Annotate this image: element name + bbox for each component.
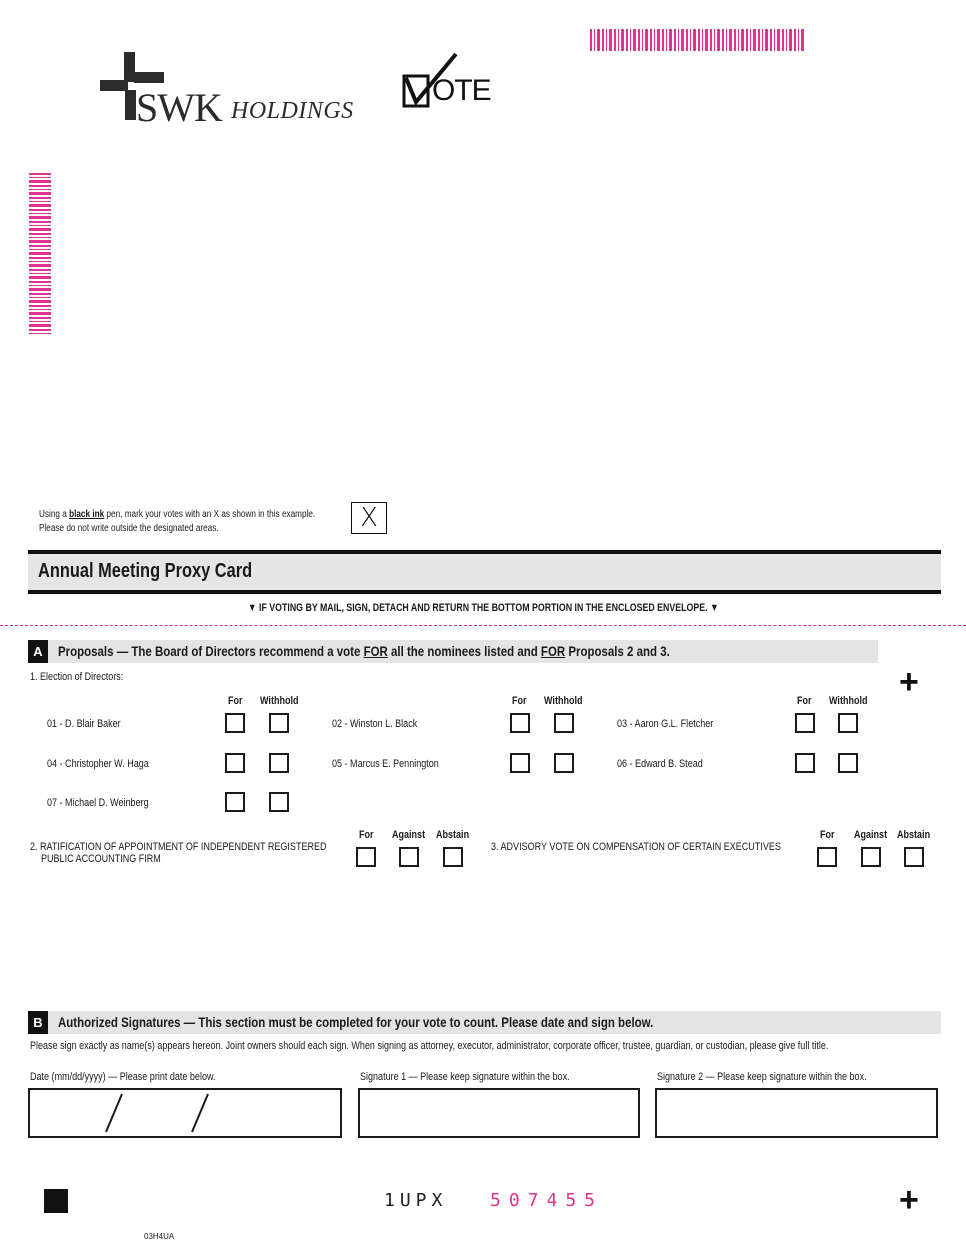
heading-part: Proposals — The Board of Directors recommend a vote [58, 643, 364, 659]
proposal-2-abstain-checkbox[interactable] [443, 847, 463, 867]
nominee-02: 02 - Winston L. Black [332, 718, 418, 730]
proposal-3-abstain-checkbox[interactable] [904, 847, 924, 867]
nominee-04-withhold-checkbox[interactable] [269, 753, 289, 773]
nominee-05: 05 - Marcus E. Pennington [332, 758, 439, 770]
instr-text-2: pen, mark your votes with an X as shown in this example. [104, 509, 316, 520]
perforation-line [0, 625, 966, 626]
signature-1-field[interactable] [358, 1088, 640, 1138]
section-a-heading [58, 643, 670, 659]
logo-brand: SWK [136, 85, 222, 130]
form-code: 03H4UA [144, 1232, 175, 1241]
signature-2-label: Signature 2 — Please keep signature within the box. [657, 1071, 867, 1083]
detach-note-text: IF VOTING BY MAIL, SIGN, DETACH AND RETURN THE BOTTOM PORTION IN THE ENCLOSED ENVELOPE. [258, 602, 708, 614]
example-mark-box [351, 502, 387, 534]
p3-col-for: For [820, 829, 835, 841]
heading-part-2: all the nominees listed and [387, 643, 541, 659]
instr-black-ink: black ink [69, 509, 105, 520]
nominee-04: 04 - Christopher W. Haga [47, 758, 149, 770]
nominee-07-for-checkbox[interactable] [225, 792, 245, 812]
instr-text: Using a [39, 509, 70, 520]
nominee-07-withhold-checkbox[interactable] [269, 792, 289, 812]
proposal-3-against-checkbox[interactable] [861, 847, 881, 867]
nominee-06-withhold-checkbox[interactable] [838, 753, 858, 773]
date-separators [30, 1090, 340, 1136]
registration-mark [44, 1189, 68, 1213]
proposal-2-label [30, 841, 350, 865]
proposal-2-for-checkbox[interactable] [356, 847, 376, 867]
title-bar [28, 550, 941, 594]
signature-1-label: Signature 1 — Please keep signature within the box. [360, 1071, 570, 1083]
signing-instructions: Please sign exactly as name(s) appears hereon. Joint owners should each sign. When signing as attorney, executor, administrator, corporate officer, trustee, guardian, or custodian, please give full title. [30, 1040, 829, 1052]
nominee-02-withhold-checkbox[interactable] [554, 713, 574, 733]
section-b-header [28, 1011, 941, 1034]
heading-for-2: FOR [540, 643, 566, 659]
footer-code: 1UPX [384, 1190, 448, 1211]
heading-for-1: FOR [363, 643, 388, 659]
arrow-down-icon: ▼ [247, 602, 257, 614]
col-withhold-1: Withhold [260, 695, 299, 707]
col-withhold-3: Withhold [829, 695, 868, 707]
instr-line2: Please do not write outside the designated areas. [39, 523, 219, 534]
p2-col-for: For [359, 829, 374, 841]
top-barcode [590, 29, 806, 51]
p2-col-abstain: Abstain [436, 829, 470, 841]
election-label: 1. Election of Directors: [30, 671, 124, 683]
proposal-2-against-checkbox[interactable] [399, 847, 419, 867]
proposal-3-label: 3. ADVISORY VOTE ON COMPENSATION OF CERTAIN EXECUTIVES [491, 841, 781, 853]
nominee-05-withhold-checkbox[interactable] [554, 753, 574, 773]
signature-2-field[interactable] [655, 1088, 938, 1138]
nominee-04-for-checkbox[interactable] [225, 753, 245, 773]
example-mark: X [360, 503, 378, 533]
plus-icon-bottom: + [899, 1181, 919, 1219]
section-a-header [28, 640, 878, 663]
nominee-06: 06 - Edward B. Stead [617, 758, 703, 770]
section-b-heading: Authorized Signatures — This section must be completed for your vote to count. Please date and sign below. [58, 1014, 654, 1030]
col-withhold-2: Withhold [544, 695, 583, 707]
date-field[interactable] [28, 1088, 342, 1138]
nominee-01: 01 - D. Blair Baker [47, 718, 121, 730]
page-title: Annual Meeting Proxy Card [38, 560, 253, 582]
section-a-letter: A [28, 640, 48, 663]
col-for-2: For [512, 695, 527, 707]
nominee-06-for-checkbox[interactable] [795, 753, 815, 773]
vote-logo [402, 52, 497, 110]
nominee-02-for-checkbox[interactable] [510, 713, 530, 733]
col-for-3: For [797, 695, 812, 707]
nominee-03-withhold-checkbox[interactable] [838, 713, 858, 733]
nominee-05-for-checkbox[interactable] [510, 753, 530, 773]
date-label: Date (mm/dd/yyyy) — Please print date below. [30, 1071, 216, 1083]
p3-col-abstain: Abstain [897, 829, 931, 841]
nominee-03-for-checkbox[interactable] [795, 713, 815, 733]
nominee-01-withhold-checkbox[interactable] [269, 713, 289, 733]
plus-icon-top: + [899, 663, 919, 701]
arrow-down-icon-2: ▼ [709, 602, 719, 614]
detach-note [0, 602, 966, 614]
proposal-2-line1: 2. RATIFICATION OF APPOINTMENT OF INDEPENDENT REGISTERED [30, 841, 327, 853]
proposal-3-for-checkbox[interactable] [817, 847, 837, 867]
nominee-07: 07 - Michael D. Weinberg [47, 797, 149, 809]
vote-word: OTE [432, 74, 491, 107]
logo-suffix: HOLDINGS [231, 98, 354, 124]
side-barcode [29, 173, 51, 335]
nominee-01-for-checkbox[interactable] [225, 713, 245, 733]
heading-part-3: Proposals 2 and 3. [565, 643, 670, 659]
company-logo [98, 50, 368, 130]
marking-instructions [39, 508, 359, 536]
p2-col-against: Against [392, 829, 426, 841]
footer-number: 507455 [490, 1190, 604, 1211]
section-b-letter: B [28, 1011, 48, 1034]
proposal-2-line2: PUBLIC ACCOUNTING FIRM [41, 853, 161, 865]
p3-col-against: Against [854, 829, 888, 841]
col-for-1: For [228, 695, 243, 707]
nominee-03: 03 - Aaron G.L. Fletcher [617, 718, 714, 730]
